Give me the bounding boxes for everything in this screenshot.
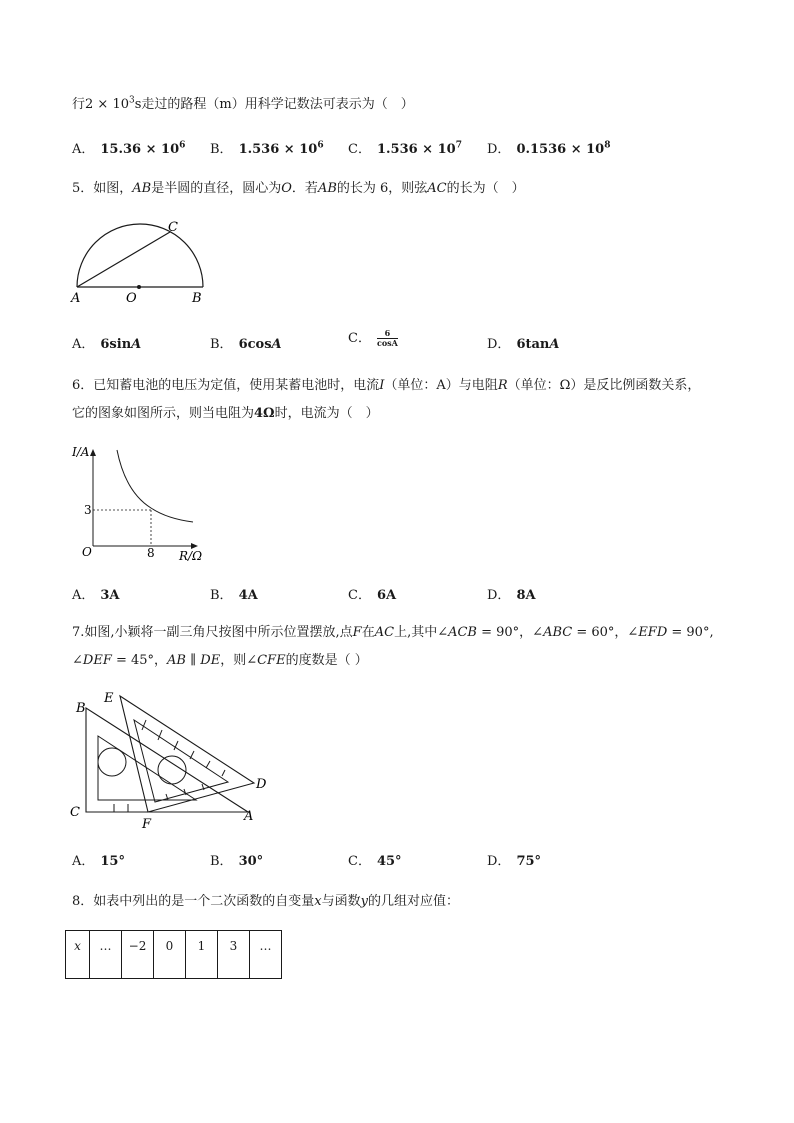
ruler-ticks-bottom [114,804,128,812]
q5-semicircle-figure [65,215,215,307]
q4-stem-prefix: 行 [72,97,86,112]
table-cell: x [66,931,90,979]
label-d: D [256,777,267,792]
q5-stem: 5．如图，AB是半圆的直径，圆心为O．若AB的长为 6，则弦AC的长为（ ） [72,181,525,196]
q5-option-a[interactable]: A． 6sinA [72,337,142,352]
q5-options [72,328,632,355]
q4-option-d[interactable]: D． $0.1536 \times 10^8$ [487,140,611,157]
q6-stem-line2: 它的图象如图所示，则当电阻为4Ω时，电流为（ ） [72,406,379,421]
label-o: O [126,291,137,306]
y-axis-label: I/A [72,445,90,459]
y-tick-label: 3 [84,503,92,517]
q5-option-d[interactable]: D． 6tanA [487,337,560,352]
table-cell: … [250,931,282,979]
q6-options [72,584,632,606]
table-cell: 0 [154,931,186,979]
q4-option-c[interactable]: C． $1.536 \times 10^7$ [348,140,462,157]
q7-option-d[interactable]: D． 75° [487,854,542,869]
q4-stem-suffix: s走过的路程（m）用科学记数法可表示为（ ） [134,97,414,112]
label-b: B [192,291,202,306]
q7-options [72,850,632,872]
chord-ac [77,232,170,287]
q4-option-a[interactable]: A． $15.36 \times 10^6$ [72,140,186,157]
q8-value-table [65,930,282,979]
q6-stem-line1: 6．已知蓄电池的电压为定值，使用某蓄电池时，电流I（单位：A）与电阻R（单位：Ω）是反比例函数关系， [72,378,701,393]
label-b: B [76,701,86,716]
q7-option-a[interactable]: A． 15° [72,854,125,869]
q7-triangle-rulers-figure [62,686,282,834]
semicircle-arc [77,224,203,287]
ruler-ticks [142,720,225,800]
table-cell: … [90,931,122,979]
table-cell: 1 [186,931,218,979]
x-tick-label: 8 [147,546,155,560]
x-axis-label: R/Ω [179,549,203,563]
table-cell: −2 [122,931,154,979]
label-a: A [244,809,254,824]
label-f: F [142,817,152,832]
q7-option-c[interactable]: C． 45° [348,854,402,869]
label-c: C [168,220,178,235]
center-point-o [137,285,141,289]
q7-stem-line1: 7.如图,小颖将一副三角尺按图中所示位置摆放,点F在AC上,其中∠ACB = 90°，∠ABC = 60°，∠EFD = 90°, [72,625,714,640]
q8-stem: 8．如表中列出的是一个二次函数的自变量x与函数y的几组对应值： [72,894,460,909]
triangle-abc-hole [98,748,126,776]
q4-options [72,138,632,160]
triangle-abc-inner [98,736,196,800]
q4-option-b[interactable]: B． $1.536 \times 10^6$ [210,140,324,157]
q6-option-a[interactable]: A． 3A [72,588,120,603]
y-axis-arrow [90,449,96,456]
q6-option-c[interactable]: C． 6A [348,588,397,603]
q4-stem-math: $2 \times 10^3$ [85,95,135,112]
label-c: C [70,805,80,820]
q6-inverse-graph [65,440,215,565]
q4-stem [72,96,414,114]
q5-option-b[interactable]: B． 6cosA [210,337,282,352]
q6-option-d[interactable]: D． 8A [487,588,536,603]
q6-option-b[interactable]: B． 4A [210,588,258,603]
label-a: A [71,291,81,306]
q5-option-c[interactable]: C． $\frac{6}{\cos A}$ [348,328,398,348]
table-cell: 3 [218,931,250,979]
q7-stem-line2: ∠DEF = 45°，AB ∥ DE，则∠CFE的度数是（ ） [72,653,368,668]
origin-label: O [82,545,92,559]
curve [117,450,193,522]
table-row [66,931,282,979]
label-e: E [104,691,114,706]
q7-option-b[interactable]: B． 30° [210,854,264,869]
